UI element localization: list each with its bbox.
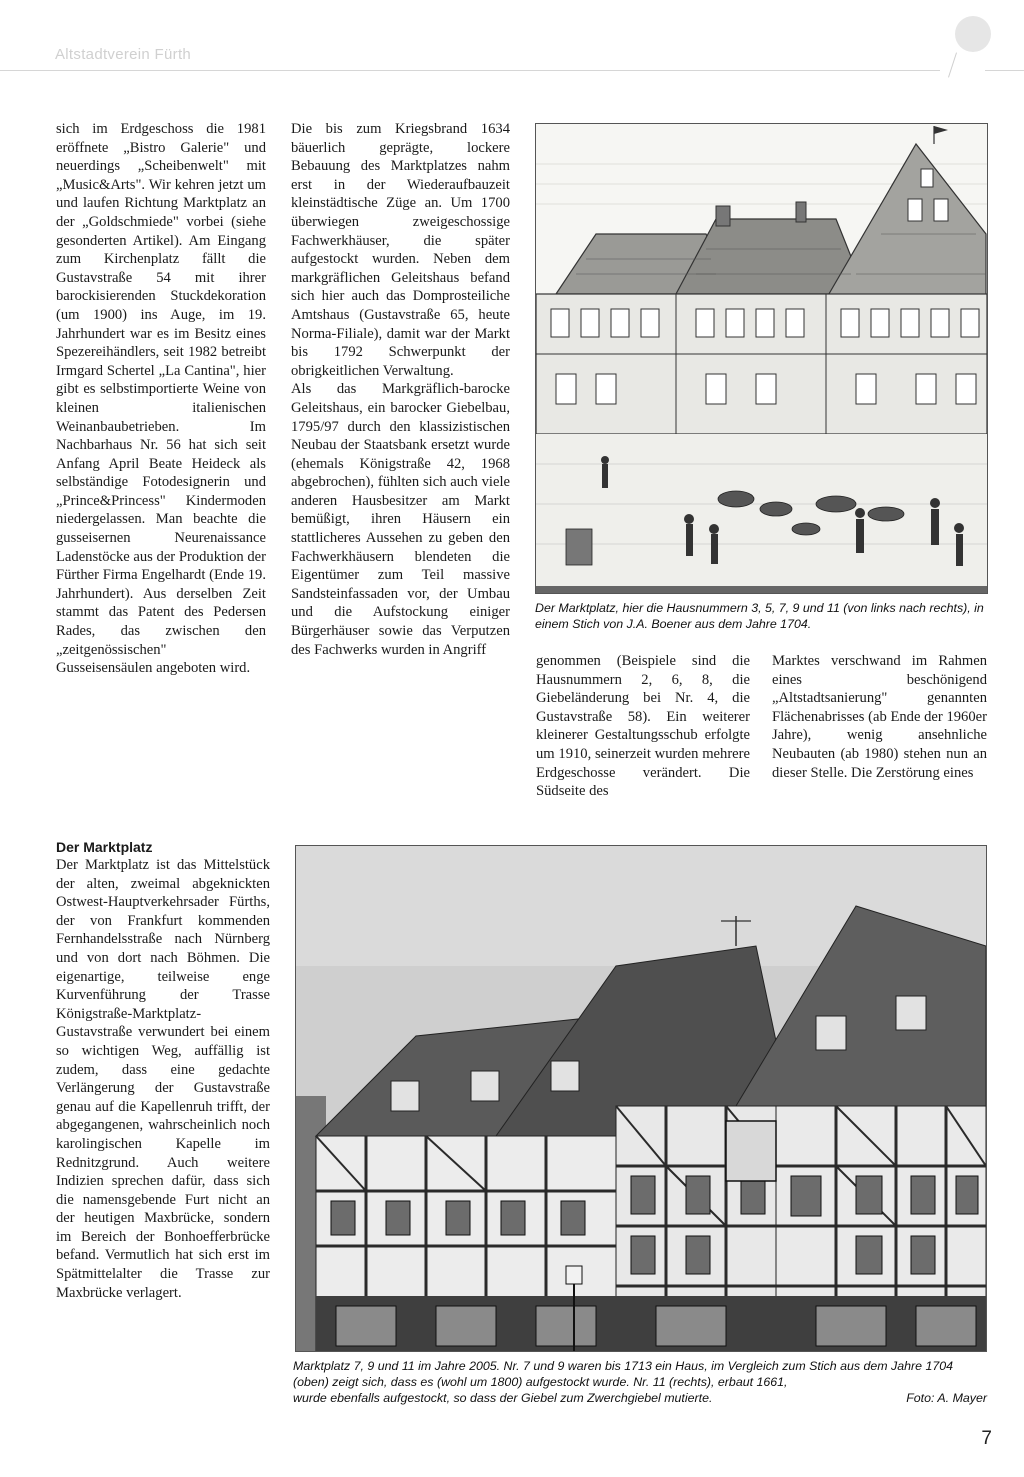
header-title: Altstadtverein Fürth (55, 46, 192, 63)
photo-half-timbered-houses-2005 (296, 846, 986, 1351)
photo-caption (293, 1358, 987, 1406)
text-column-2 (291, 120, 510, 659)
header-rule (0, 70, 940, 71)
photo-credit: Foto: A. Mayer (906, 1391, 987, 1405)
text-column-3 (536, 652, 750, 801)
engraving-marketplace-1704 (536, 124, 987, 593)
column-1-text: sich im Erdgeschoss die 1981 eröffnete „Bistro Galerie" und neuerdings „Scheibenwelt" mit „Music&Arts". Wir kehren jetzt um und laufen Richtung Marktplatz an der „Goldschmiede" vorbei (siehe gesonderten Artikel). Am Eingang zum Kirchenplatz fällt die Gustavstraße 54 mit ihrer barockisierenden Stuckdekoration (um 1900) ins Auge, im 19. Jahrhundert war es im Besitz eines Spezereihändlers, seit 1982 betreibt Irmgard Schertel „La Cantina", hier gibt es selbstimportierte Weine von kleinen italienischen Weinanbaubetrieben. Im Nachbarhaus Nr. 56 hat sich seit Anfang April Beate Heideck als selbständige Fotodesignerin und „Prince&Princess" Kindermoden niedergelassen. Man beachte die gusseisernen Neurenaissance Ladenstöcke aus der Produktion der Fürther Firma Engelhardt (Ende 19. Jahrhundert). Aus derselben Zeit stammt das Patent des Pedersen Rades, das zwischen den „zeitgenössischen" Gusseisensäulen angeboten wird. (56, 121, 266, 677)
column-2-paragraph-1: Die bis zum Kriegsbrand 1634 bäuerlich geprägte, lockere Bebauung des Marktplatzes nahm erst in der Wiederaufbauzeit kleinstädtische Züge an. Um 1700 überwiegen zweigeschossige Fachwerkhäuser, die später aufgestockt wurden. Neben dem markgräflichen Geleitshaus befand sich hier auch das Domprosteiliche Amtshaus (Gustavstraße 65, heute Norma-Filiale), damit war der Markt bis 1792 Schwerpunkt der obrigkeitlichen Verwaltung. (291, 121, 510, 379)
column-2-paragraph-2: Als das Markgräflich-barocke Geleitshaus, ein barocker Giebelbau, 1795/97 durch den klassizistischen Neubau der Staatsbank ersetzt wurde (ehemals Königstraße 42, 1968 abgebrochen), fühlten sich auch viele anderen Hausbesitzer am Markt bemüßigt, ihren Häusern ein stattlicheres Aussehen zu geben den Fachwerkhäusern blendeten die Eigentümer zum Teil massive Sandsteinfassaden vor, der Umbau und die Aufstockung einiger Bürgerhäuser sowie das Verputzen des Fachwerks wurden in Angriff (291, 381, 510, 658)
photo-caption-line-1: Marktplatz 7, 9 und 11 im Jahre 2005. Nr. 7 und 9 waren bis 1713 ein Haus, im Vergleich zum Stich aus dem Jahre 1704 (oben) zeigt sich, dass es (wohl um 1800) aufgestockt wurde. Nr. 11 (rechts), erbaut 1661, (293, 1359, 954, 1389)
section-heading: Der Marktplatz (56, 839, 153, 855)
engraving-caption: Der Marktplatz, hier die Hausnummern 3, 5, 7, 9 und 11 (von links nach rechts), in einem Stich von J.A. Boener aus dem Jahre 1704. (535, 601, 984, 631)
photo-caption-line-2-row (293, 1390, 987, 1406)
column-3-text: genommen (Beispiele sind die Hausnummern 2, 6, 8, die Giebeländerung bei Nr. 4, die Gustavstraße 58). Ein weiterer kleinerer Gestaltungsschub erfolgte um 1910, seinerzeit wurden mehrere Erdgeschosse verändert. Die Südseite des (536, 653, 750, 800)
column-4-text: Marktes verschwand im Rahmen eines beschönigend „Altstadtsanierung" genannten Flächenabrisses (ab Ende der 1960er Jahre), wenig ansehnliche Neubauten (ab 1980) stehen nun an dieser Stelle. Die Zerstörung eines (772, 653, 987, 781)
page-number: 7 (981, 1428, 992, 1449)
engraving-figure (535, 123, 988, 594)
text-column-4 (772, 652, 987, 782)
text-column-1 (56, 120, 266, 678)
photo-caption-line-2: wurde ebenfalls aufgestockt, so dass der Giebel zum Zwerchgiebel mutierte. (293, 1391, 713, 1405)
page-header (0, 0, 1024, 80)
header-slash-ornament (948, 52, 957, 77)
header-dot-ornament (955, 16, 991, 52)
header-rule-right (985, 70, 1024, 71)
photo-figure (295, 845, 987, 1352)
section-text: Der Marktplatz ist das Mittelstück der alten, zweimal abgeknickten Ostwest-Hauptverkehrsader Fürths, der von Frankfurt kommenden Fernhandelsstraße nach Nürnberg und von dort nach Böhmen. Die eigenartige, teilweise enge Kurvenführung der Trasse Königstraße-Marktplatz-Gustavstraße verwundert bei einem so wichtigen Weg, auffällig ist zudem, dass eine gedachte Verlängerung der Gustavstraße genau auf die Kapellenruh trifft, der abgegangenen, wahrscheinlich noch karolingischen Kapelle im Rednitzgrund. Auch weitere Indizien sprechen dafür, dass sich die namensgebende Furt nicht an der heutigen Maxbrücke, sondern im Bereich der Bonhoefferbrücke befand. Vermutlich hat sich erst im Spätmittelalter die Trasse zur Maxbrücke verlagert. (56, 857, 270, 1301)
section-marktplatz (56, 838, 270, 1302)
